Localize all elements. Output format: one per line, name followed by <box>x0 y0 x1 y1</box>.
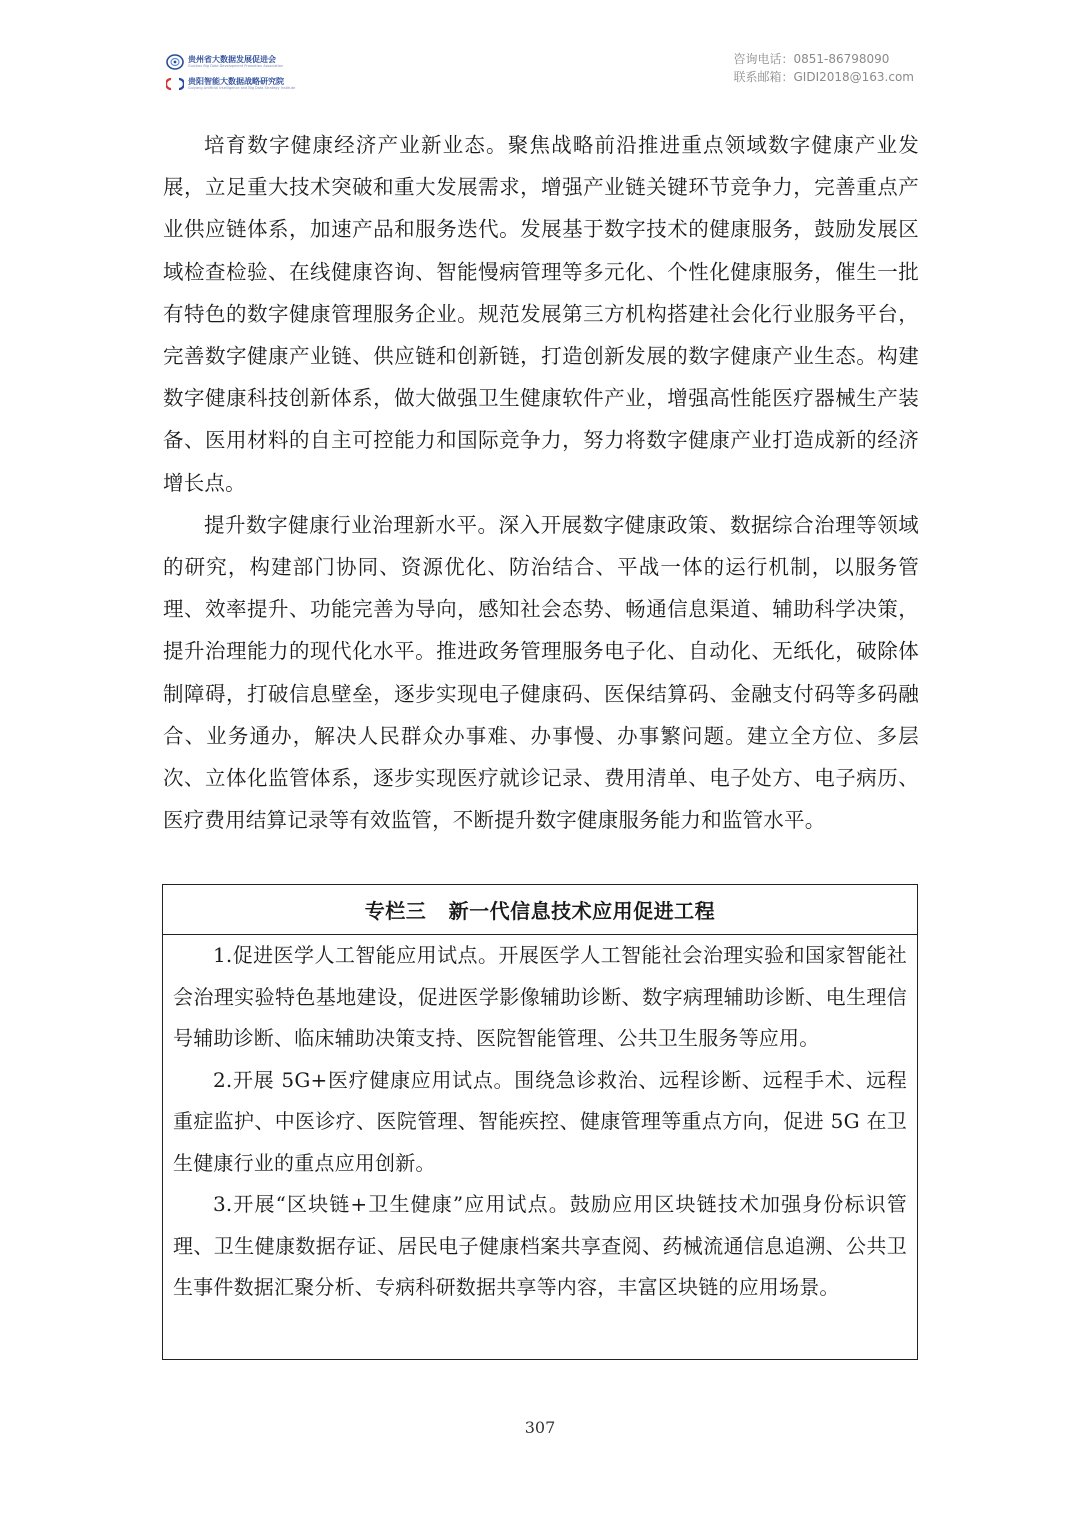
page-number: 307 <box>524 1418 556 1437</box>
organization-logos <box>166 52 306 94</box>
paragraph-digital-health-governance: 提升数字健康行业治理新水平。深入开展数字健康政策、数据综合治理等领域的研究，构建部门协同、资源优化、防治结合、平战一体的运行机制，以服务管理、效率提升、功能完善为导向，感知社会态势、畅通信息渠道、辅助科学决策，提升治理能力的现代化水平。推进政务管理服务电子化、自动化、无纸化，破除体制障碍，打破信息壁垒，逐步实现电子健康码、医保结算码、金融支付码等多码融合、业务通办，解决人民群众办事难、办事慢、办事繁问题。建立全方位、多层次、立体化监管体系，逐步实现医疗就诊记录、费用清单、电子处方、电子病历、医疗费用结算记录等有效监管，不断提升数字健康服务能力和监管水平。 <box>163 512 919 833</box>
page-header <box>0 0 1080 110</box>
association-logo-icon <box>166 54 184 70</box>
main-content <box>163 124 919 841</box>
institute-logo-icon <box>166 76 184 92</box>
association-name: 贵州省大数据发展促进会 <box>188 54 276 64</box>
contact-email: 联系邮箱：GIDI2018@163.com <box>733 70 914 84</box>
association-name-en: Guizhou Big Data Development Promotion Association <box>188 63 284 68</box>
institute-name: 贵阳智能大数据战略研究院 <box>188 76 284 86</box>
special-column-box <box>162 884 918 1360</box>
special-column-body <box>163 935 917 1309</box>
special-column-title: 专栏三 新一代信息技术应用促进工程 <box>163 885 917 935</box>
paragraph-digital-health-economy: 培育数字健康经济产业新业态。聚焦战略前沿推进重点领域数字健康产业发展，立足重大技术突破和重大发展需求，增强产业链关键环节竞争力，完善重点产业供应链体系，加速产品和服务迭代。发展基于数字技术的健康服务，鼓励发展区域检查检验、在线健康咨询、智能慢病管理等多元化、个性化健康服务，催生一批有特色的数字健康管理服务企业。规范发展第三方机构搭建社会化行业服务平台，完善数字健康产业链、供应链和创新链，打造创新发展的数字健康产业生态。构建数字健康科技创新体系，做大做强卫生健康软件产业，增强高性能医疗器械生产装备、医用材料的自主可控能力和国际竞争力，努力将数字健康产业打造成新的经济增长点。 <box>163 133 919 495</box>
institute-name-en: Guiyang Artificial Intelligence and Big Data Strategy Institute <box>188 85 296 90</box>
logo-strategy-institute <box>166 74 306 94</box>
contact-phone: 咨询电话：0851-86798090 <box>733 52 890 66</box>
contact-info <box>733 50 914 86</box>
special-column-item: 2.开展 5G+医疗健康应用试点。围绕急诊救治、远程诊断、远程手术、远程重症监护、中医诊疗、医院管理、智能疾控、健康管理等重点方向，促进 5G 在卫生健康行业的重点应用创新。 <box>173 1067 907 1175</box>
special-column-item: 1.促进医学人工智能应用试点。开展医学人工智能社会治理实验和国家智能社会治理实验特色基地建设，促进医学影像辅助诊断、数字病理辅助诊断、电生理信号辅助诊断、临床辅助决策支持、医院智能管理、公共卫生服务等应用。 <box>173 943 907 1050</box>
special-column-item: 3.开展“区块链+卫生健康”应用试点。鼓励应用区块链技术加强身份标识管理、卫生健康数据存证、居民电子健康档案共享查阅、药械流通信息追溯、公共卫生事件数据汇聚分析、专病科研数据共享等内容，丰富区块链的应用场景。 <box>173 1192 907 1299</box>
logo-promotion-association <box>166 52 306 72</box>
